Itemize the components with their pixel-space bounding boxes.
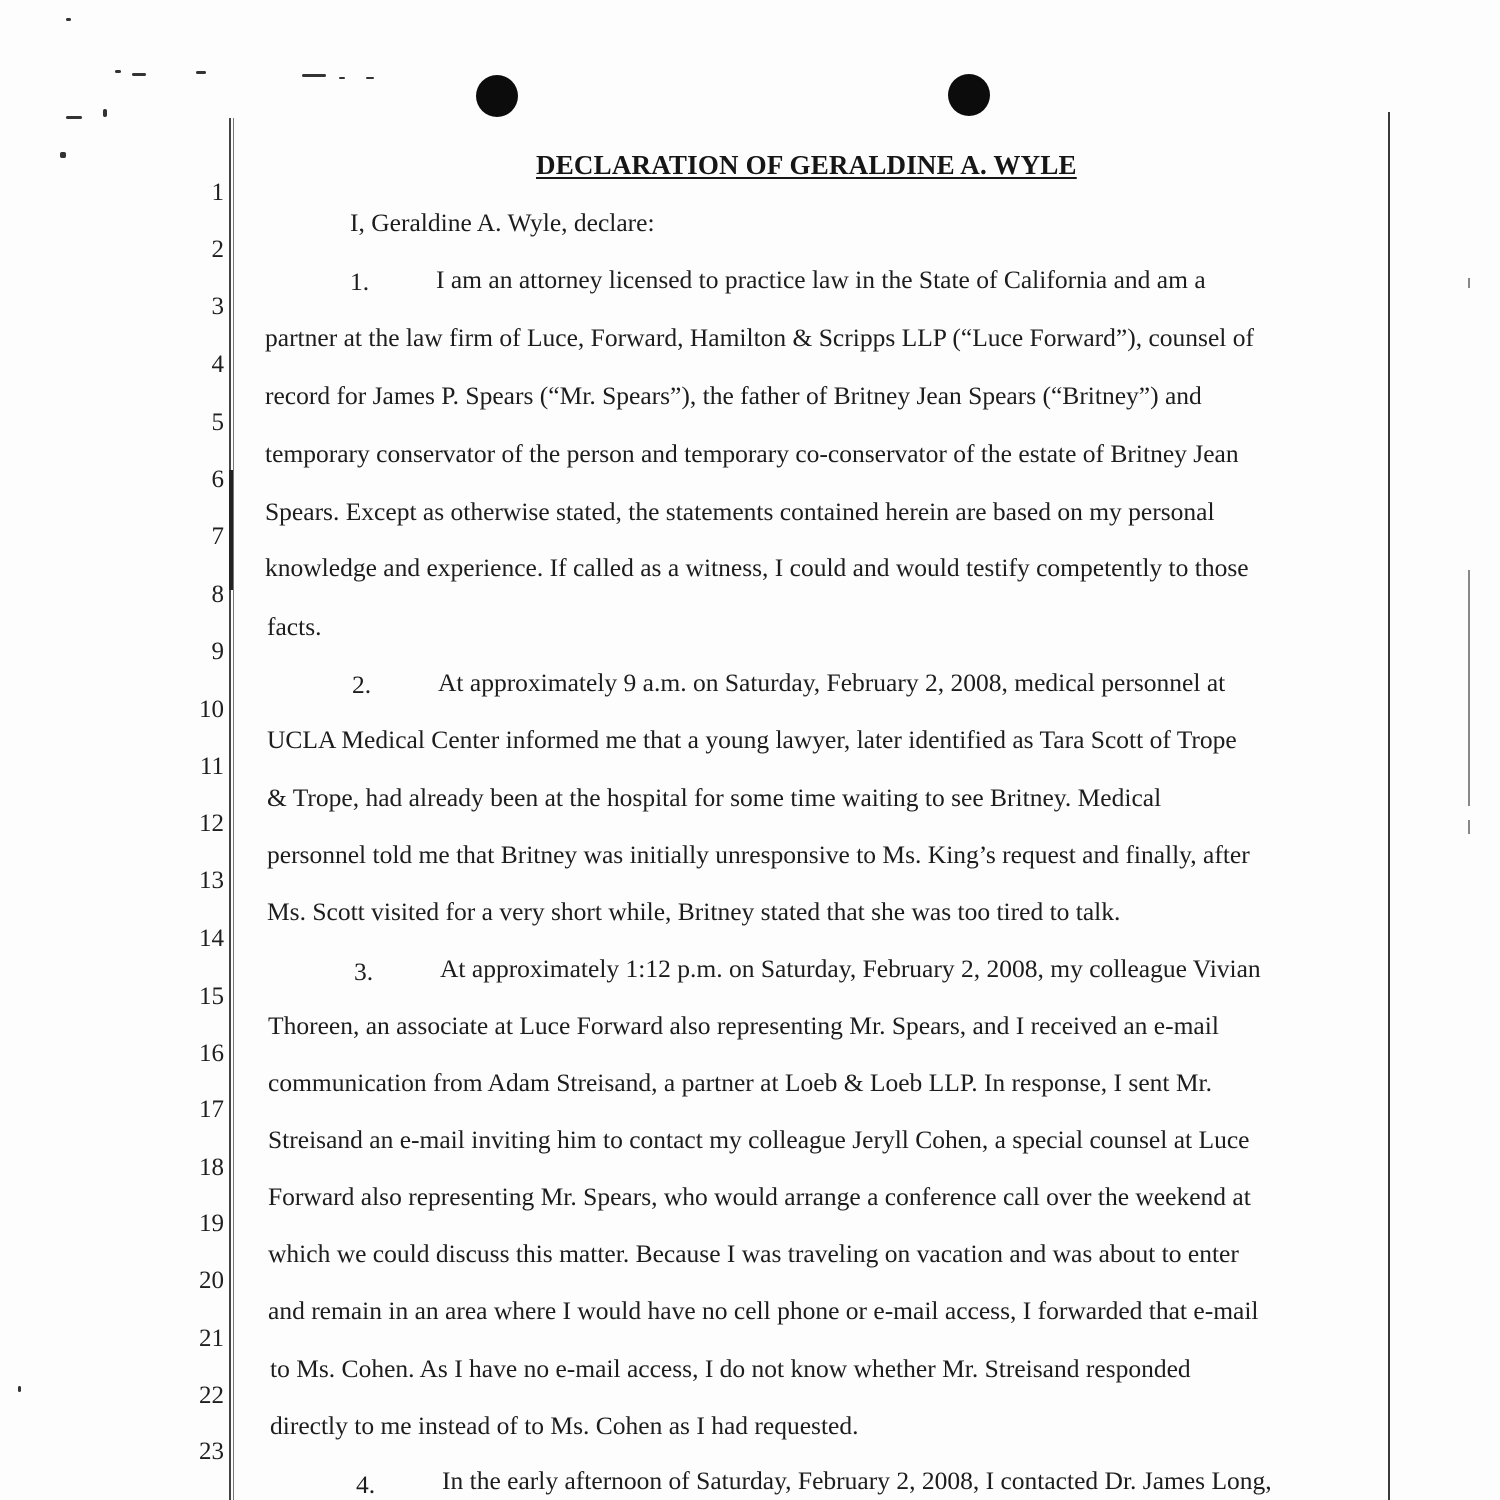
line-number: 18 <box>199 1154 224 1181</box>
punch-hole-right <box>948 74 990 116</box>
paragraph-line: temporary conservator of the person and temporary co-conservator of the estate of Britney Jean <box>265 439 1239 468</box>
paragraph-line: Streisand an e-mail inviting him to contact my colleague Jeryll Cohen, a special counsel at Luce <box>268 1125 1250 1154</box>
line-number: 21 <box>199 1325 224 1352</box>
paragraph-line: and remain in an area where I would have no cell phone or e-mail access, I forwarded that e-mail <box>268 1296 1259 1325</box>
scan-speck <box>66 116 82 119</box>
line-number: 1 <box>211 179 224 206</box>
line-number: 7 <box>211 523 224 550</box>
paragraph-line: personnel told me that Britney was initially unresponsive to Ms. King’s request and finally, after <box>267 840 1250 869</box>
scan-speck <box>339 77 345 79</box>
left-margin-rule-inner <box>233 118 234 1500</box>
line-number: 12 <box>199 810 224 837</box>
margin-mark <box>1468 820 1470 834</box>
paragraph-line: UCLA Medical Center informed me that a young lawyer, later identified as Tara Scott of Trope <box>267 725 1237 754</box>
punch-hole-left <box>476 75 518 117</box>
paragraph-number: 1. <box>350 267 370 296</box>
line-number: 11 <box>199 753 224 780</box>
line-number: 8 <box>211 581 224 608</box>
scan-speck <box>103 109 107 117</box>
paragraph-line: At approximately 1:12 p.m. on Saturday, February 2, 2008, my colleague Vivian <box>440 954 1261 983</box>
line-number: 9 <box>211 638 224 665</box>
scan-speck <box>18 1386 21 1392</box>
line-number: 19 <box>199 1210 224 1237</box>
line-number: 15 <box>199 983 224 1010</box>
paragraph-line: Forward also representing Mr. Spears, who would arrange a conference call over the weekend at <box>268 1182 1251 1211</box>
left-margin-rule <box>229 118 231 1500</box>
line-number: 13 <box>199 867 224 894</box>
scan-speck <box>132 73 146 76</box>
line-number: 23 <box>199 1438 224 1465</box>
paragraph-line: & Trope, had already been at the hospital for some time waiting to see Britney. Medical <box>267 783 1162 812</box>
line-number: 17 <box>199 1096 224 1123</box>
paragraph-line: Spears. Except as otherwise stated, the statements contained herein are based on my personal <box>265 497 1215 526</box>
scan-speck <box>66 18 71 21</box>
paragraph-line: to Ms. Cohen. As I have no e-mail access, I do not know whether Mr. Streisand responded <box>270 1354 1191 1383</box>
line-number: 16 <box>199 1040 224 1067</box>
paragraph-line: directly to me instead of to Ms. Cohen as I had requested. <box>270 1411 859 1440</box>
document-title: DECLARATION OF GERALDINE A. WYLE <box>536 150 1077 180</box>
paragraph-number: 4. <box>356 1470 376 1499</box>
scan-speck <box>60 152 66 158</box>
line-number: 22 <box>199 1382 224 1409</box>
paragraph-line: record for James P. Spears (“Mr. Spears”), the father of Britney Jean Spears (“Britney”) and <box>265 381 1202 410</box>
right-margin-rule <box>1388 112 1390 1500</box>
line-number: 14 <box>199 925 224 952</box>
line-number: 2 <box>211 236 224 263</box>
paragraph-line: which we could discuss this matter. Because I was traveling on vacation and was about to enter <box>268 1239 1239 1268</box>
left-margin-rule-dark-segment <box>229 470 233 590</box>
paragraph-line: communication from Adam Streisand, a partner at Loeb & Loeb LLP. In response, I sent Mr. <box>268 1068 1212 1097</box>
scan-speck <box>302 74 326 77</box>
paragraph-number: 3. <box>354 957 374 986</box>
paragraph-line: knowledge and experience. If called as a witness, I could and would testify competently to those <box>265 553 1249 582</box>
scan-speck <box>115 70 121 73</box>
scan-speck <box>196 71 206 74</box>
paragraph-line: Ms. Scott visited for a very short while, Britney stated that she was too tired to talk. <box>267 897 1121 926</box>
line-number: 5 <box>211 409 224 436</box>
paragraph-line: facts. <box>267 612 322 641</box>
declaration-intro: I, Geraldine A. Wyle, declare: <box>350 208 655 237</box>
paragraph-line: At approximately 9 a.m. on Saturday, February 2, 2008, medical personnel at <box>438 668 1226 697</box>
margin-mark <box>1468 278 1470 288</box>
paragraph-line: Thoreen, an associate at Luce Forward also representing Mr. Spears, and I received an e-mail <box>268 1011 1219 1040</box>
line-number: 20 <box>199 1267 224 1294</box>
paragraph-line: I am an attorney licensed to practice law in the State of California and am a <box>436 265 1206 294</box>
line-number: 4 <box>211 351 224 378</box>
line-number: 10 <box>199 696 224 723</box>
scan-speck <box>366 77 374 79</box>
paragraph-line: partner at the law firm of Luce, Forward, Hamilton & Scripps LLP (“Luce Forward”), counsel of <box>265 323 1254 352</box>
paragraph-number: 2. <box>352 670 372 699</box>
line-number: 6 <box>211 466 224 493</box>
paragraph-line: In the early afternoon of Saturday, February 2, 2008, I contacted Dr. James Long, <box>442 1466 1272 1495</box>
line-number: 3 <box>211 293 224 320</box>
margin-mark <box>1468 570 1470 806</box>
